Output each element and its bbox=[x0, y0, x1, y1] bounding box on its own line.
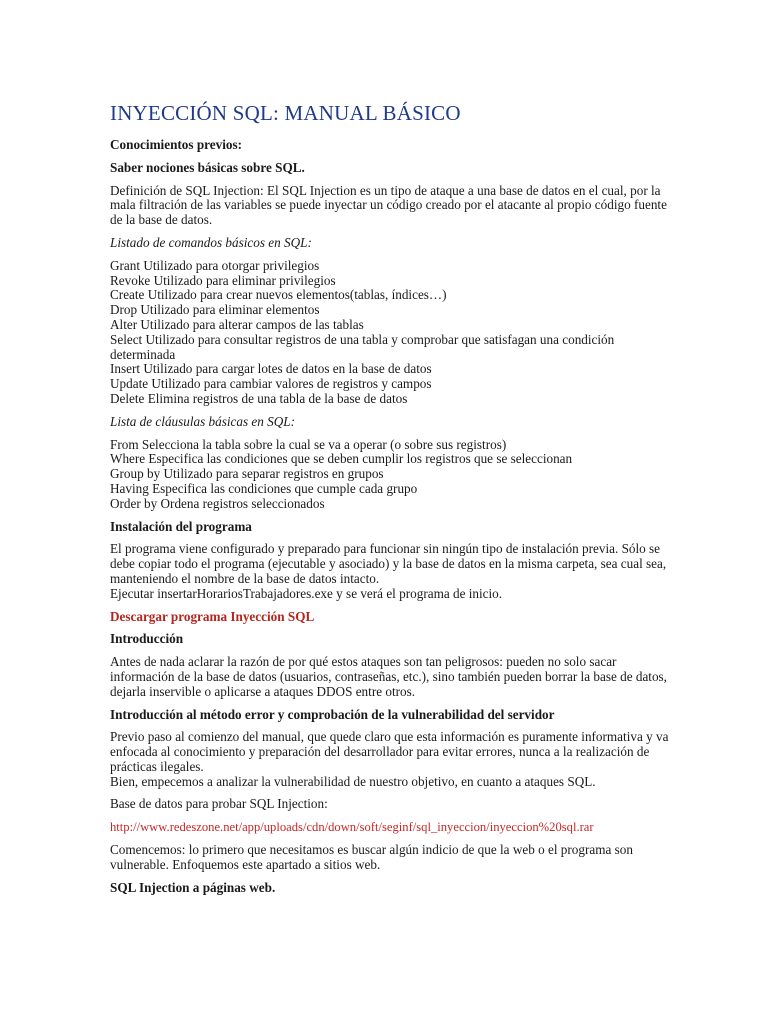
test-database-label: Base de datos para probar SQL Injection: bbox=[110, 796, 328, 812]
test-database-url-link[interactable]: http://www.redeszone.net/app/uploads/cdn/down/soft/seginf/sql_inyeccion/inyeccion%20sql.rar bbox=[110, 820, 594, 835]
command-item-select: Select Utilizado para consultar registros de una tabla y comprobar que satisfagan una condición determinada bbox=[110, 331, 615, 362]
definition-paragraph: Definición de SQL Injection: El SQL Injection es un tipo de ataque a una base de datos en el cual, por la mala filtración de las variables se puede inyectar un código creado por el atacante al propio código fuente de la base de datos. bbox=[110, 182, 667, 228]
prerequisites-item: Saber nociones básicas sobre SQL. bbox=[110, 159, 305, 175]
introduction-paragraph: Antes de nada aclarar la razón de por qué estos ataques son tan peligrosos: pueden no solo sacar información de la base de datos (usuarios, contraseñas, etc.), sino también pueden borrar la base de datos, dejarla inservible o aplicarse a ataques DDOS entre otros. bbox=[110, 654, 667, 699]
document-page bbox=[110, 100, 670, 903]
introduction-heading: Introducción bbox=[110, 631, 184, 647]
command-item-drop: Drop Utilizado para eliminar elementos bbox=[110, 302, 320, 318]
command-item-delete: Delete Elimina registros de una tabla de la base de datos bbox=[110, 390, 408, 406]
clause-item-having: Having Especifica las condiciones que cumple cada grupo bbox=[110, 480, 418, 496]
clause-item-group-by: Group by Utilizado para separar registros en grupos bbox=[110, 466, 384, 482]
clauses-list bbox=[110, 438, 670, 512]
document-title: INYECCIÓN SQL: MANUAL BÁSICO bbox=[110, 101, 461, 125]
web-injection-heading: SQL Injection a páginas web. bbox=[110, 879, 276, 895]
command-item-alter: Alter Utilizado para alterar campos de las tablas bbox=[110, 316, 364, 332]
command-item-create: Create Utilizado para crear nuevos elementos(tablas, índices…) bbox=[110, 287, 447, 303]
clause-item-where: Where Especifica las condiciones que se deben cumplir los registros que se seleccionan bbox=[110, 451, 573, 467]
method-paragraph bbox=[110, 730, 670, 789]
command-item-revoke: Revoke Utilizado para eliminar privilegios bbox=[110, 272, 336, 288]
clause-item-order-by: Order by Ordena registros seleccionados bbox=[110, 495, 325, 511]
command-item-insert: Insert Utilizado para cargar lotes de datos en la base de datos bbox=[110, 361, 432, 377]
prerequisites-heading: Conocimientos previos: bbox=[110, 137, 242, 152]
install-text: El programa viene configurado y preparado para funcionar sin ningún tipo de instalación previa. Sólo se debe copiar todo el programa (ejecutable y asociado) y la base de datos en la misma carpeta, sea cual sea, manteniendo el nombre de la base de datos intacto. bbox=[110, 541, 667, 586]
install-paragraph bbox=[110, 542, 670, 601]
clauses-heading: Lista de cláusulas básicas en SQL: bbox=[110, 413, 295, 429]
install-run-text: Ejecutar insertarHorariosTrabajadores.exe y se verá el programa de inicio. bbox=[110, 585, 503, 601]
method-text: Previo paso al comienzo del manual, que quede claro que esta información es puramente informativa y va enfocada al conocimiento y preparación del desarrollador para evitar errores, nunca a la realización de prácticas ilegales. bbox=[110, 729, 669, 774]
start-paragraph: Comencemos: lo primero que necesitamos es buscar algún indicio de que la web o el programa son vulnerable. Enfoquemos este apartado a sitios web. bbox=[110, 842, 633, 872]
commands-heading: Listado de comandos básicos en SQL: bbox=[110, 234, 312, 250]
method-text-2: Bien, empecemos a analizar la vulnerabilidad de nuestro objetivo, en cuanto a ataques SQL. bbox=[110, 773, 596, 789]
command-item-update: Update Utilizado para cambiar valores de registros y campos bbox=[110, 376, 432, 392]
method-heading: Introducción al método error y comprobación de la vulnerabilidad del servidor bbox=[110, 706, 555, 722]
command-item-grant: Grant Utilizado para otorgar privilegios bbox=[110, 257, 320, 273]
download-program-link[interactable]: Descargar programa Inyección SQL bbox=[110, 608, 315, 624]
commands-list bbox=[110, 259, 670, 407]
clause-item-from: From Selecciona la tabla sobre la cual se va a operar (o sobre sus registros) bbox=[110, 436, 507, 452]
install-heading: Instalación del programa bbox=[110, 518, 252, 534]
